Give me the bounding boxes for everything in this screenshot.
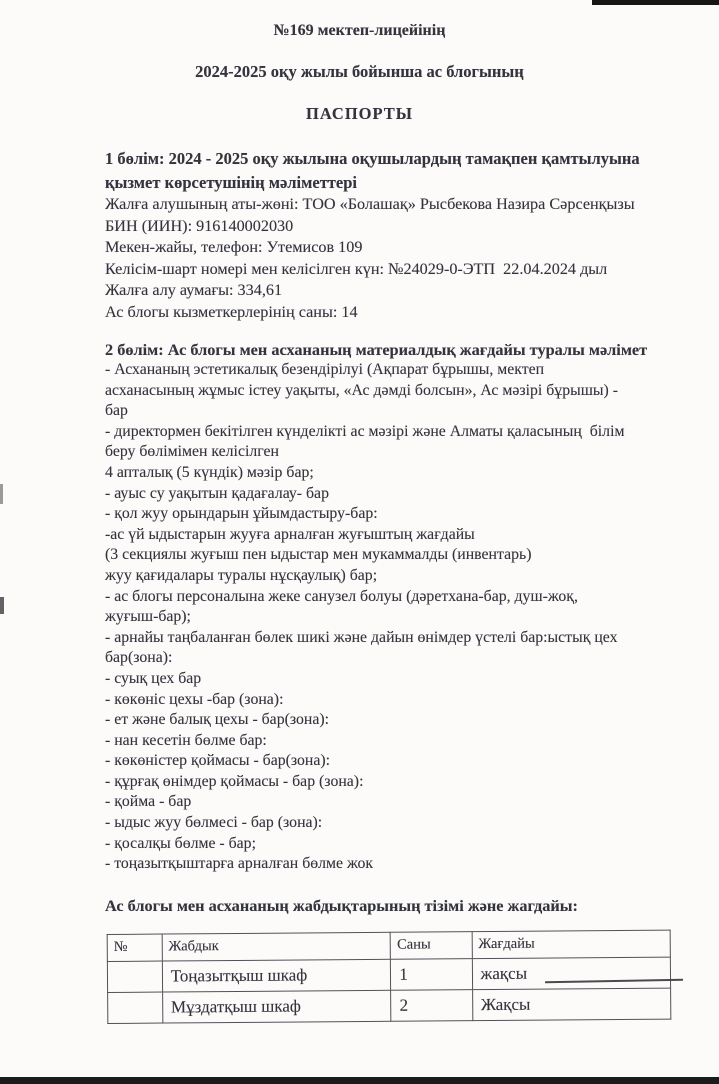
text-line: - суық цех бар [105, 669, 202, 687]
text-line: жуу қағидалары туралы нұсқаулық) бар; [105, 566, 378, 584]
condition-text: жақсы [480, 963, 528, 983]
tenant-name-line: Жалға алушының аты-жөні: ТОО «Болашақ» Рысбекова Назира Сәрсенқызы [105, 195, 635, 213]
cell-equipment: Мұздатқыш шкаф [162, 990, 391, 1023]
text-line: - қол жуу орындарын ұйымдастыру-бар: [105, 505, 378, 523]
cell-condition [472, 988, 671, 1021]
text-line: 4 апталық (5 күндік) мәзір бар; [105, 463, 314, 481]
section1-heading-line: қызмет көрсетушінің мәліметтері [105, 172, 357, 192]
cell-number [107, 961, 162, 992]
table-header-row [107, 930, 670, 961]
scan-artifact-bottom-bar [0, 1077, 719, 1084]
cell-equipment: Тоңазытқыш шкаф [162, 959, 391, 992]
text-line: - көкөністер қоймасы - бар(зона): [105, 752, 331, 770]
section2-heading: 2 бөлім: Ас блогы мен асхананың материалдық жағдайы туралы мәлімет [105, 340, 648, 359]
cell-quantity: 1 [391, 958, 473, 990]
text-line: - қосалқы бөлме - бар; [105, 834, 256, 852]
equipment-table [107, 929, 672, 1023]
table-row [107, 957, 670, 992]
scan-artifact-left-edge [0, 484, 3, 504]
text-line: беру бөлімімен келісілген [105, 443, 279, 461]
staff-count-line: Ас блогы кызметкерлерінің саны: 14 [105, 302, 358, 321]
text-line: - нан кесетін бөлме бар: [105, 731, 267, 749]
column-header-equipment: Жабдык [162, 932, 391, 961]
address-phone-line: Мекен-жайы, телефон: Утемисов 109 [105, 238, 363, 256]
text-line: - қойма - бар [105, 793, 192, 811]
cell-quantity: 2 [391, 989, 473, 1021]
text-line: - ыдыс жуу бөлмесі - бар (зона): [105, 814, 323, 832]
document-title-school: №169 мектеп-лицейінің [273, 22, 446, 39]
handwritten-underline [545, 979, 683, 984]
condition-text: Жақсы [480, 994, 531, 1014]
text-line: жуғыш-бар); [105, 608, 191, 626]
text-line: - ет және балық цехы - бар(зона): [105, 711, 330, 729]
text-line: бар [105, 402, 128, 420]
text-line: - тоңазытқыштарға арналған бөлме жок [105, 855, 374, 873]
text-line: - құрғақ өнімдер қоймасы - бар (зона): [105, 772, 364, 790]
equipment-list-heading: Ас блогы мен асхананың жабдықтарының тізімі және жагдайы: [105, 895, 578, 915]
column-header-condition: Жағдайы [472, 930, 671, 959]
contract-number-line: Келісім-шарт номері мен келісілген күн: №24029-0-ЭТП 22.04.2024 дыл [105, 259, 608, 278]
text-line: бар(зона): [105, 649, 173, 667]
scan-artifact-left-edge [0, 597, 4, 614]
rental-area-line: Жалға алу аумағы: 334,61 [105, 281, 283, 299]
text-line: - ас блогы персоналына жеке санузел болуы (дәретхана-бар, душ-жоқ, [105, 587, 578, 605]
scan-artifact-top-right [592, 0, 719, 5]
cell-number [108, 992, 163, 1023]
text-line: -ас үй ыдыстарын жууға арналған жуғыштың жағдайы [105, 525, 475, 543]
text-line: (3 секциялы жуғыш пен ыдыстар мен мукаммалды (инвентарь) [105, 546, 532, 564]
text-line: - арнайы таңбаланған бөлек шикі және дайын өнімдер үстелі бар:ыстық цех [105, 628, 618, 646]
section1-heading-line: 1 бөлім: 2024 - 2025 оқу жылына оқушылардың тамақпен қамтылуына [105, 149, 640, 168]
text-line: - көкөніс цехы -бар (зона): [105, 690, 284, 708]
column-header-quantity: Саны [390, 931, 471, 959]
text-line: - директормен бекітілген күнделікті ас мәзірі және Алматы қаласының білім [105, 422, 625, 440]
document-title-year: 2024-2025 оқу жылы бойынша ас блогының [195, 62, 524, 81]
text-line: - ауыс су уақытын қадағалау- бар [105, 484, 329, 502]
table-row [108, 988, 671, 1023]
text-line: - Асхананың эстетикалық безендірілуі (Ақпарат бұрышы, мектеп [105, 361, 545, 378]
document-title-passport: ПАСПОРТЫ [306, 104, 413, 123]
column-header-number: № [107, 934, 162, 961]
bin-iin-line: БИН (ИИН): 916140002030 [105, 216, 294, 235]
text-line: асханасының жұмыс істеу уақыты, «Ас дәмді болсын», Ас мәзірі бұрышы) - [105, 381, 618, 399]
cell-condition [472, 957, 671, 990]
document-body [105, 147, 671, 1024]
